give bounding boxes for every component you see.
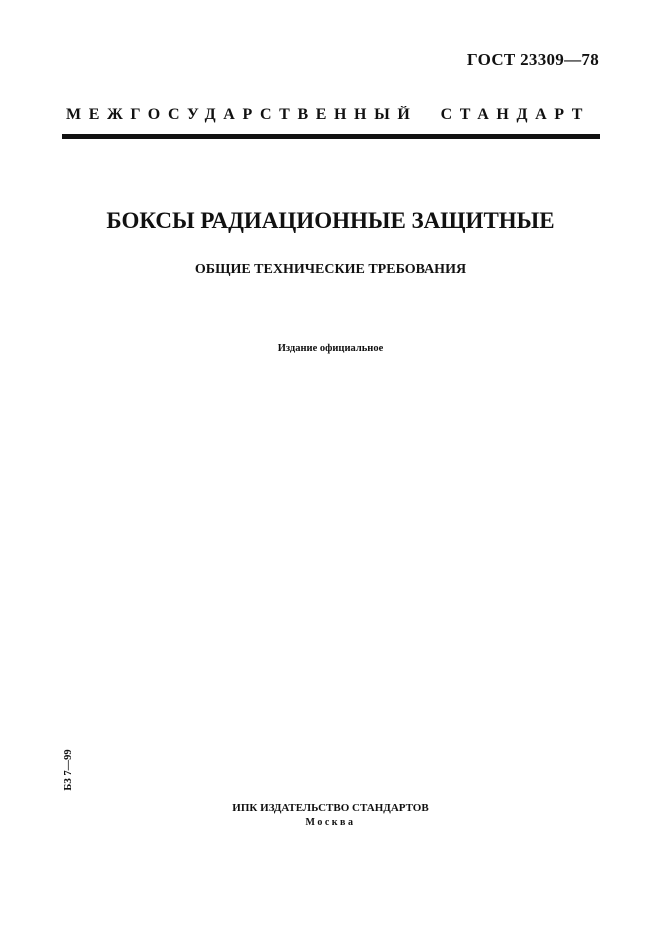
page-subtitle: ОБЩИЕ ТЕХНИЧЕСКИЕ ТРЕБОВАНИЯ: [194, 262, 467, 277]
page-title: БОКСЫ РАДИАЦИОННЫЕ ЗАЩИТНЫЕ: [106, 208, 555, 233]
publisher-city: Москва: [305, 817, 356, 828]
publisher-name: ИПК ИЗДАТЕЛЬСТВО СТАНДАРТОВ: [232, 802, 429, 814]
standard-type-heading: МЕЖГОСУДАРСТВЕННЫЙ СТАНДАРТ: [66, 106, 591, 123]
side-code: БЗ 7—99: [62, 749, 74, 791]
edition-note: Издание официальное: [277, 343, 384, 354]
document-code: ГОСТ 23309—78: [466, 50, 599, 69]
header-divider: [62, 134, 600, 139]
